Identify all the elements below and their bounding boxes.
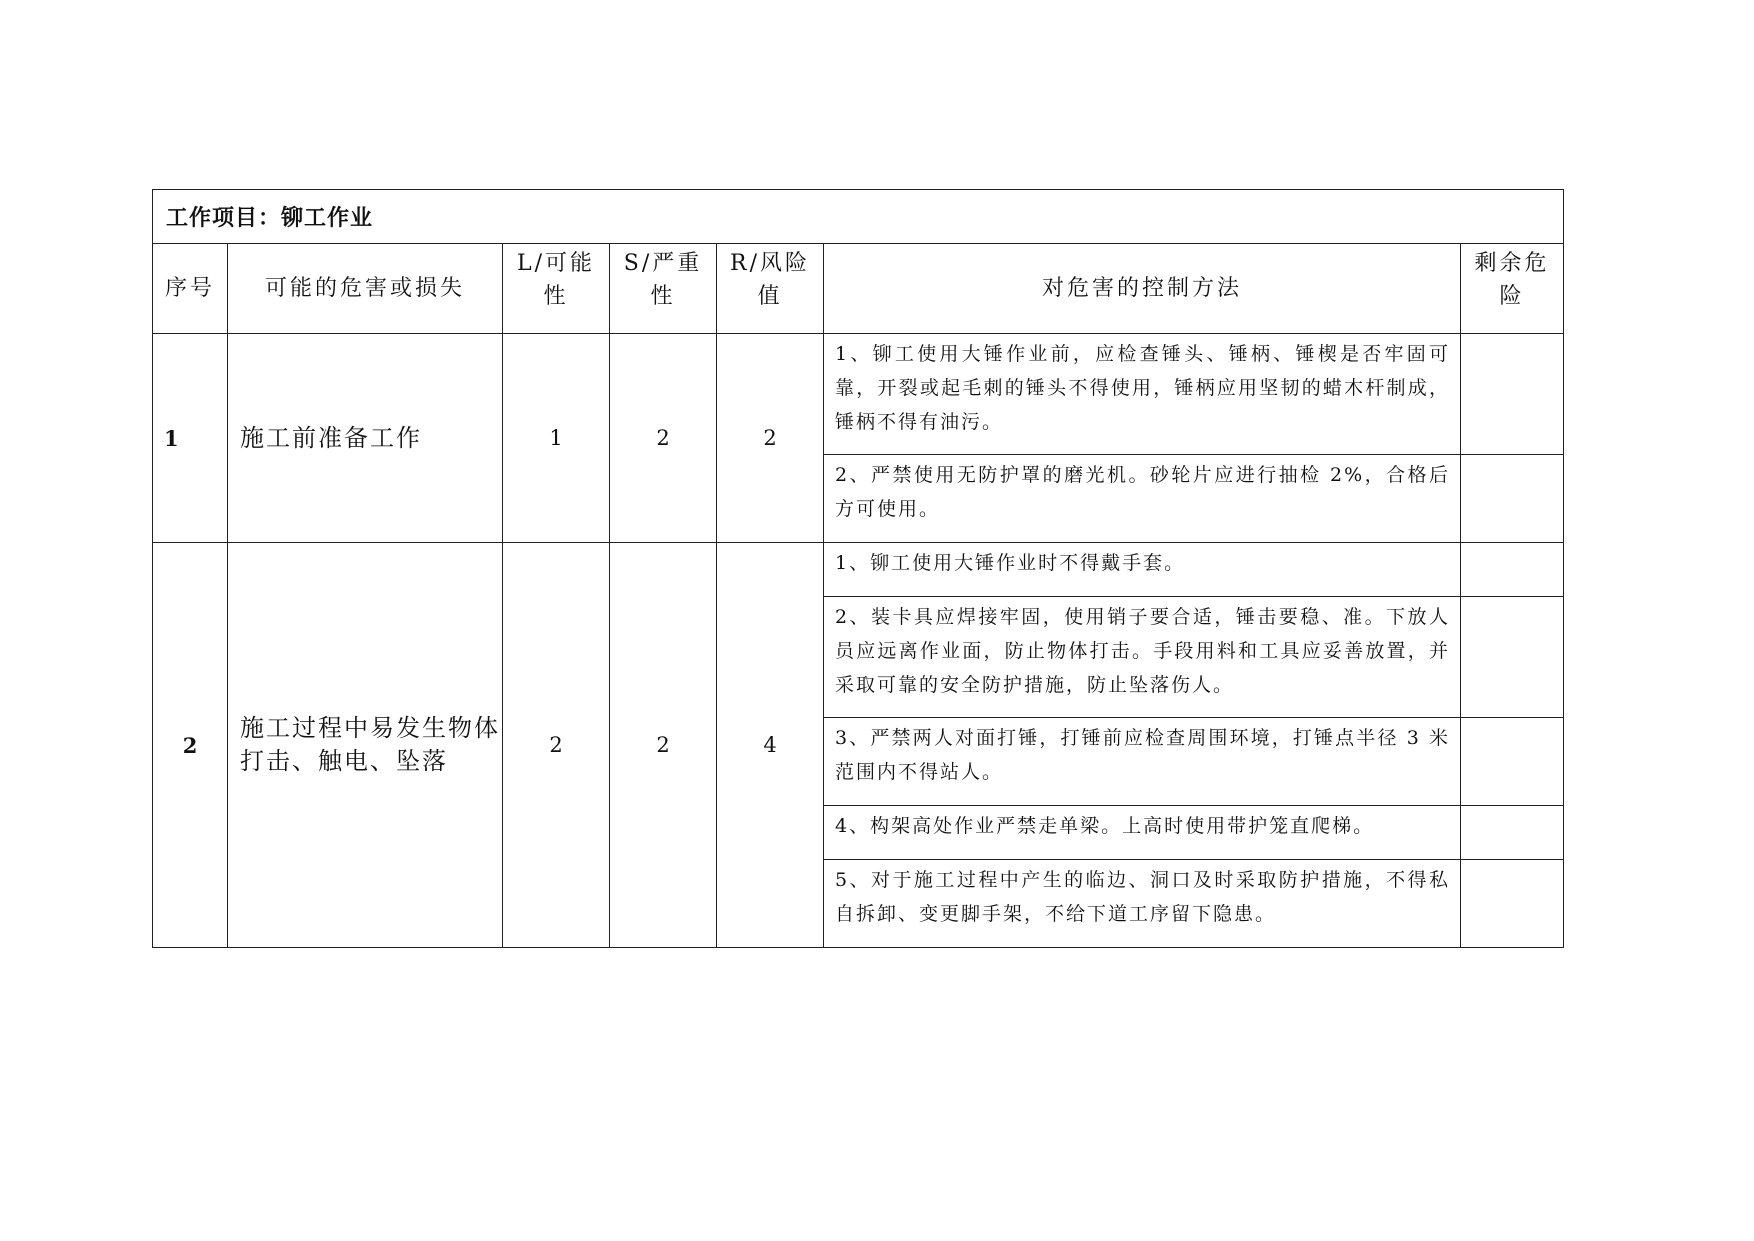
table-row (153, 543, 1564, 597)
residual-risk (1461, 806, 1564, 860)
col-hazard-header: 可能的危害或损失 (228, 244, 503, 334)
project-label: 工作项目： (166, 205, 282, 231)
row-hazard: 施工前准备工作 (228, 334, 503, 543)
residual-risk (1461, 860, 1564, 948)
residual-risk (1461, 597, 1564, 718)
col-residual-header: 剩余危 险 (1461, 244, 1564, 334)
control-measure: 5、对于施工过程中产生的临边、洞口及时采取防护措施，不得私自拆卸、变更脚手架，不给下道工序留下隐患。 (824, 860, 1461, 948)
project-name: 铆工作业 (281, 205, 374, 231)
col-seq-header: 序号 (153, 244, 228, 334)
header-row (153, 244, 1564, 334)
residual-risk (1461, 718, 1564, 806)
control-measure: 1、铆工使用大锤作业前，应检查锤头、锤柄、锤楔是否牢固可靠，开裂或起毛刺的锤头不得使用，锤柄应用坚韧的蜡木杆制成，锤柄不得有油污。 (824, 334, 1461, 455)
control-measure: 2、严禁使用无防护罩的磨光机。砂轮片应进行抽检 2%，合格后方可使用。 (824, 455, 1461, 543)
residual-risk (1461, 334, 1564, 455)
residual-risk (1461, 543, 1564, 597)
control-measure: 2、装卡具应焊接牢固，使用销子要合适，锤击要稳、准。下放人员应远离作业面，防止物体打击。手段用料和工具应妥善放置，并采取可靠的安全防护措施，防止坠落伤人。 (824, 597, 1461, 718)
row-severity: 2 (610, 334, 717, 543)
row-seq: 1 (153, 334, 228, 543)
row-likelihood: 1 (503, 334, 610, 543)
col-likelihood-header: L/可能 性 (503, 244, 610, 334)
control-measure: 3、严禁两人对面打锤，打锤前应检查周围环境，打锤点半径 3 米范围内不得站人。 (824, 718, 1461, 806)
row-risk: 4 (717, 543, 824, 948)
row-seq: 2 (153, 543, 228, 948)
residual-risk (1461, 455, 1564, 543)
table-row (153, 334, 1564, 455)
col-risk-header: R/风险 值 (717, 244, 824, 334)
row-hazard: 施工过程中易发生物体 打击、触电、坠落 (228, 543, 503, 948)
risk-assessment-table (152, 189, 1564, 948)
col-control-header: 对危害的控制方法 (824, 244, 1461, 334)
col-severity-header: S/严重 性 (610, 244, 717, 334)
control-measure: 4、构架高处作业严禁走单梁。上高时使用带护笼直爬梯。 (824, 806, 1461, 860)
row-severity: 2 (610, 543, 717, 948)
row-likelihood: 2 (503, 543, 610, 948)
project-title (153, 190, 1564, 244)
control-measure: 1、铆工使用大锤作业时不得戴手套。 (824, 543, 1461, 597)
row-risk: 2 (717, 334, 824, 543)
